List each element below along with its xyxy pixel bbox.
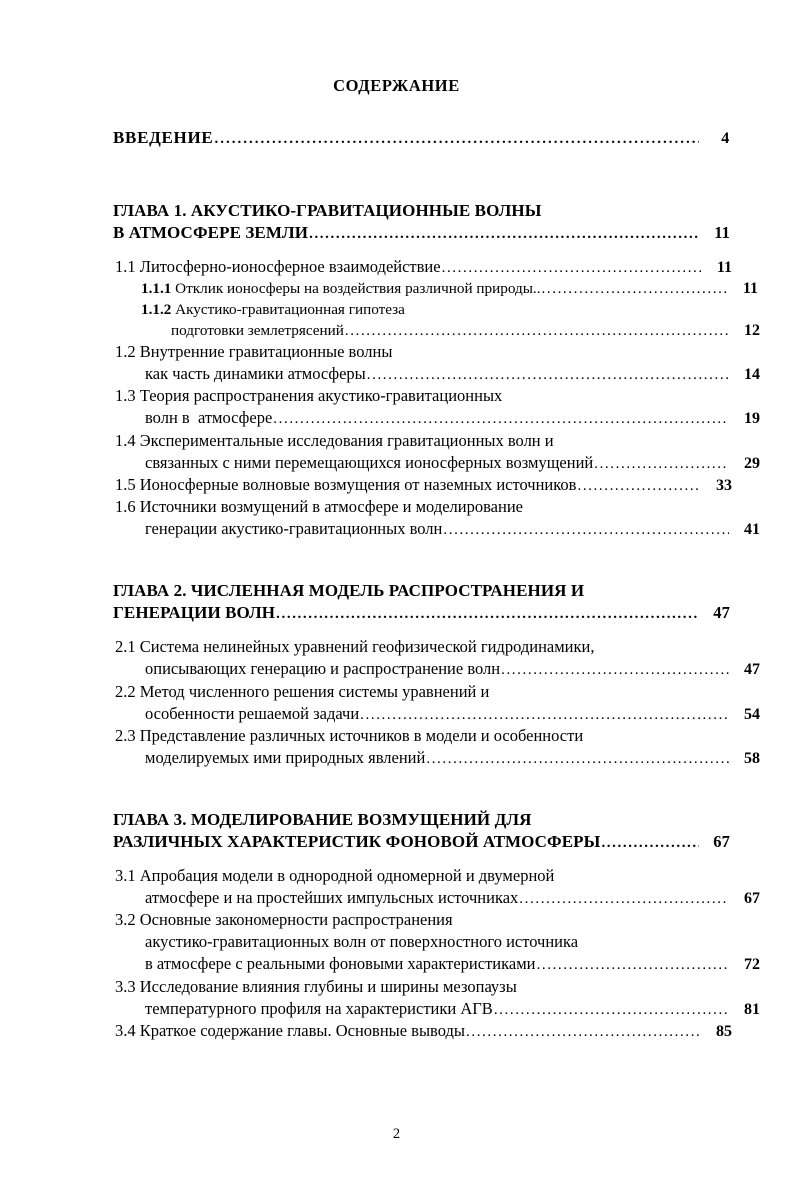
dot-leader — [345, 324, 729, 339]
dot-leader — [276, 607, 699, 622]
dot-leader — [466, 1025, 701, 1040]
toc-entry-page: 19 — [744, 410, 760, 428]
toc-entry-page: 47 — [744, 661, 760, 679]
page-number-folio: 2 — [392, 1126, 401, 1142]
toc-entry-label: 1.5 Ионосферные волновые возмущения от наземных источников — [115, 474, 577, 494]
toc-entry-label: Акустико-гравитационная гипотеза — [171, 300, 405, 318]
toc-entry-label: 3.4 Краткое содержание главы. Основные выводы — [115, 1020, 465, 1040]
toc-entry-line: подготовки землетрясений — [171, 321, 344, 339]
spacer — [113, 853, 730, 865]
toc-entry-page: 67 — [713, 832, 730, 852]
toc-entry-line: связанных с ними перемещающихся ионосферных возмущений — [145, 452, 594, 472]
dot-leader — [601, 836, 699, 851]
toc-entry-2-2[interactable] — [115, 681, 760, 725]
dot-leader — [443, 523, 729, 538]
toc-entry-line: РАЗЛИЧНЫХ ХАРАКТЕРИСТИК ФОНОВОЙ АТМОСФЕРЫ — [113, 832, 601, 852]
spacer — [113, 244, 730, 256]
toc-entry-3-3[interactable] — [115, 976, 760, 1020]
toc-entry-page: 29 — [744, 454, 760, 472]
toc-entry-2-3[interactable] — [115, 725, 760, 769]
toc-entry-list — [113, 128, 760, 1042]
toc-entry-line: В АТМОСФЕРЕ ЗЕМЛИ — [113, 223, 309, 243]
dot-leader — [501, 663, 729, 678]
toc-entry-page: 54 — [744, 705, 760, 723]
toc-entry-line: особенности решаемой задачи — [145, 703, 360, 723]
toc-entry-1-5[interactable] — [115, 474, 732, 496]
toc-entry-chapter3[interactable] — [113, 809, 730, 853]
toc-entry-page: 11 — [716, 259, 732, 277]
toc-entry-1-1-2[interactable] — [141, 300, 760, 341]
toc-entry-line: 2.1 Система нелинейных уравнений геофизической гидродинамики, — [115, 637, 595, 657]
dot-leader — [214, 132, 699, 147]
spacer — [113, 769, 730, 809]
toc-entry-line: атмосфере и на простейших импульсных источниках — [145, 888, 519, 908]
toc-entry-line: ГЛАВА 1. АКУСТИКО-ГРАВИТАЦИОННЫЕ ВОЛНЫ — [113, 201, 542, 220]
spacer — [113, 148, 730, 200]
toc-entry-1-3[interactable] — [115, 385, 760, 429]
toc-entry-2-1[interactable] — [115, 636, 760, 680]
toc-entry-label: Отклик ионосферы на воздействия различной природы.. — [171, 280, 541, 298]
toc-entry-line: 3.3 Исследование влияния глубины и ширины мезопаузы — [115, 976, 517, 996]
dot-leader — [494, 1003, 729, 1018]
toc-entry-1-4[interactable] — [115, 430, 760, 474]
toc-entry-page: 12 — [744, 321, 760, 339]
dot-leader — [426, 752, 729, 767]
toc-entry-number: 1.1.1 — [141, 280, 172, 298]
toc-entry-1-2[interactable] — [115, 341, 760, 385]
toc-entry-line: ГЛАВА 2. ЧИСЛЕННАЯ МОДЕЛЬ РАСПРОСТРАНЕНИЯ И — [113, 581, 585, 601]
toc-entry-chapter2[interactable] — [113, 580, 730, 624]
toc-entry-label: ВВЕДЕНИЕ — [113, 128, 214, 147]
dot-leader — [309, 227, 699, 242]
toc-entry-line: акустико-гравитационных волн от поверхностного источника — [145, 932, 579, 952]
spacer — [113, 540, 730, 580]
toc-entry-3-1[interactable] — [115, 865, 760, 909]
toc-entry-page: 11 — [742, 280, 758, 298]
toc-entry-1-6[interactable] — [115, 496, 760, 540]
toc-entry-line: 1.2 Внутренние гравитационные волны — [115, 342, 393, 362]
toc-entry-line: 1.3 Теория распространения акустико-гравитационных — [115, 386, 503, 406]
dot-leader — [577, 479, 701, 494]
dot-leader — [542, 282, 727, 297]
toc-entry-line: волн в атмосфере — [145, 408, 273, 428]
toc-entry-page: 11 — [714, 223, 730, 243]
toc-entry-line: описывающих генерацию и распространение волн — [145, 659, 501, 679]
toc-entry-page: 85 — [716, 1022, 732, 1040]
dot-leader — [273, 412, 729, 427]
dot-leader — [537, 958, 730, 973]
dot-leader — [519, 892, 729, 907]
toc-entry-page: 58 — [744, 749, 760, 767]
toc-entry-line: 1.6 Источники возмущений в атмосфере и моделирование — [115, 497, 523, 517]
toc-entry-page: 47 — [713, 603, 730, 623]
toc-entry-page: 33 — [716, 476, 732, 494]
dot-leader — [442, 261, 701, 276]
toc-entry-page: 67 — [744, 890, 760, 908]
page-title: СОДЕРЖАНИЕ — [333, 76, 460, 95]
toc-entry-introduction[interactable] — [113, 128, 730, 148]
toc-entry-page: 41 — [744, 521, 760, 539]
toc-entry-line: 1.4 Экспериментальные исследования гравитационных волн и — [115, 430, 554, 450]
toc-entry-line: 3.1 Апробация модели в однородной одномерной и двумерной — [115, 866, 555, 886]
toc-entry-3-4[interactable] — [115, 1020, 732, 1042]
toc-entry-page: 14 — [744, 366, 760, 384]
dot-leader — [594, 457, 729, 472]
spacer — [113, 624, 730, 636]
toc-entry-page: 81 — [744, 1000, 760, 1018]
toc-entry-line: ГЛАВА 3. МОДЕЛИРОВАНИЕ ВОЗМУЩЕНИЙ ДЛЯ — [113, 810, 532, 830]
dot-leader — [367, 368, 729, 383]
toc-entry-line: ГЕНЕРАЦИИ ВОЛН — [113, 603, 276, 623]
toc-entry-chapter1[interactable] — [113, 200, 730, 244]
dot-leader — [360, 708, 729, 723]
toc-entry-3-2[interactable] — [115, 909, 760, 975]
toc-entry-1-1-1[interactable] — [141, 278, 758, 299]
toc-entry-line: 3.2 Основные закономерности распространения — [115, 910, 453, 930]
toc-entry-number: 1.1.2 — [141, 300, 172, 318]
toc-entry-line: моделируемых ими природных явлений — [145, 747, 426, 767]
toc-entry-line: как часть динамики атмосферы — [145, 364, 366, 384]
toc-entry-page: 4 — [721, 130, 730, 147]
toc-entry-1-1[interactable] — [115, 256, 732, 278]
toc-entry-label: 1.1 Литосферно-ионосферное взаимодействие — [115, 257, 441, 277]
toc-entry-line: температурного профиля на характеристики АГВ — [145, 998, 493, 1018]
toc-entry-line: генерации акустико-гравитационных волн — [145, 519, 443, 539]
toc-entry-line: 2.2 Метод численного решения системы уравнений и — [115, 681, 490, 701]
toc-entry-line: в атмосфере с реальными фоновыми характеристиками — [145, 954, 536, 974]
toc-entry-line: 2.3 Представление различных источников в модели и особенности — [115, 725, 584, 745]
toc-entry-page: 72 — [744, 956, 760, 974]
